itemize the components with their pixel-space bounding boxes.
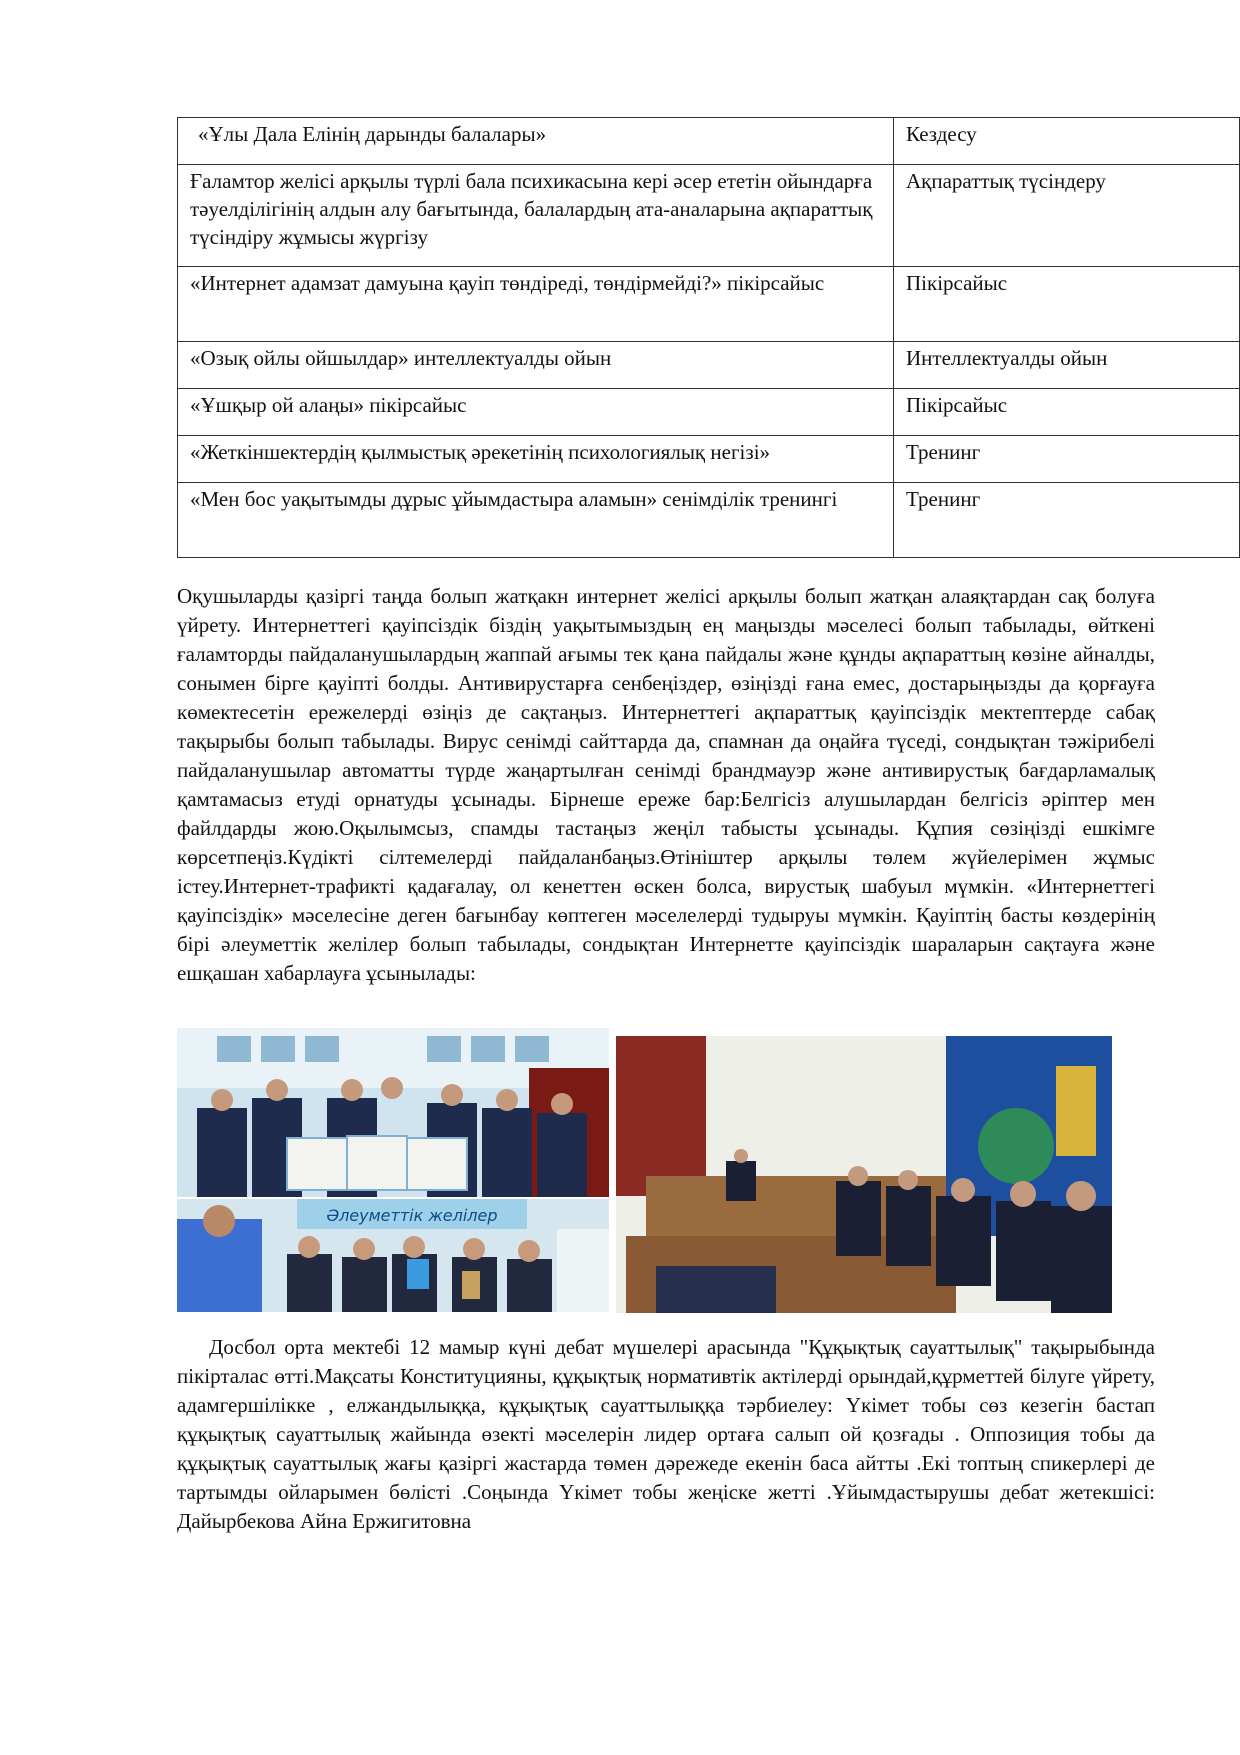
table-row [178, 267, 1240, 342]
event-type-cell: Пікірсайыс [894, 267, 1240, 342]
event-type-cell: Тренинг [894, 483, 1240, 558]
social-networks-banner: Әлеуметтік желілер [326, 1206, 498, 1225]
event-type-cell: Тренинг [894, 436, 1240, 483]
event-type-cell: Пікірсайыс [894, 389, 1240, 436]
event-type-cell: Ақпараттық түсіндеру [894, 165, 1240, 267]
table-row [178, 389, 1240, 436]
event-cell: «Озық ойлы ойшылдар» интеллектуалды ойын [178, 342, 894, 389]
teacher-children-photo [177, 1199, 609, 1312]
event-cell: «Интернет адамзат дамуына қауіп төндіреді, төндірмейді?» пікірсайыс [178, 267, 894, 342]
table-row [178, 165, 1240, 267]
debate-paragraph: Досбол орта мектебі 12 мамыр күні дебат мүшелері арасында "Құқықтық сауаттылық" тақырыбында пікірталас өтті.Мақсаты Конституцияны, құқықтық нормативтік актілерді орындай,құрметтей білуге үйрету, адамгершілікке , елжандылыққа, құқықтық сауаттылыққа тәрбиелеу: Үкімет тобы сөз кезегін бастап құқықтық сауаттылық жайында өзекті мәселерін лидер ортаға салып ой қозғады . Оппозиция тобы да құқықтық сауаттылық жағы қазіргі жастарда төмен дәрежеде екенін баса айтты .Екі топтың спикерлері де тартымды ойларымен бөлісті .Соңында Үкімет тобы жеңіске жетті .Ұйымдастырушы дебат жетекшісі: Дайырбекова Айна Ержигитовна [177, 1335, 1155, 1533]
event-cell: «Ұшқыр ой алаңы» пікірсайыс [178, 389, 894, 436]
table-row [178, 342, 1240, 389]
table-row [178, 118, 1240, 165]
event-type-cell: Интеллектуалды ойын [894, 342, 1240, 389]
event-type-cell: Кездесу [894, 118, 1240, 165]
students-display-photo [177, 1028, 609, 1197]
table-row [178, 436, 1240, 483]
activities-table [177, 117, 1240, 558]
event-cell: Ғаламтор желісі арқылы түрлі бала психикасына кері әсер ететін ойындарға тәуелділігінің алдын алу бағытында, балалардың ата-аналарына ақпараттық түсіндіру жұмысы жүргізу [178, 165, 894, 267]
event-cell: «Ұлы Дала Елінің дарынды балалары» [178, 118, 894, 165]
event-cell: «Жеткіншектердің қылмыстық әрекетінің психологиялық негізі» [178, 436, 894, 483]
event-cell: «Мен бос уақытымды дұрыс ұйымдастыра аламын» сенімділік тренингі [178, 483, 894, 558]
internet-safety-paragraph: Оқушыларды қазіргі таңда болып жатқакн интернет желісі арқылы болып жатқан алаяқтардан сақ болуға үйрету. Интернеттегі қауіпсіздік біздің уақытымыздың ең маңызды мәселесі болып табылады, өйткені ғаламторды пайдаланушылардың жаппай ағымы тек қана пайдалы және құнды ақпараттың көзіне айналды, сонымен бірге қауіпті болды. Антивирустарға сенбеңіздер, өзіңізді ғана емес, достарыңызды да қорғауға көмектесетін ережелерді өзіңіз де сақтаңыз. Интернеттегі ақпараттық қауіпсіздік мектептерде сабақ тақырыбы болып табылады. Вирус сенімді сайттарда да, спамнан да оңайға түседі, сондықтан тәжірибелі пайдаланушылар автоматты түрде жаңартылған сенімді брандмауэр және антивирустық бағдарламалық қамтамасыз етуді орнатуды ұсынады. Бірнеше ереже бар:Белгісіз алушылардан белгісіз әріптер мен файлдарды жою.Оқылымсыз, спамды тастаңыз жеңіл табысты ұсынады. Құпия сөзіңізді ешкімге көрсетпеңіз.Күдікті сілтемелерді пайдаланбаңыз.Өтініштер арқылы төлем жүйелерімен жұмыс істеу.Интернет-трафикті қадағалау, ол кенеттен өскен болса, вирустық шабуыл мүмкін. «Интернеттегі қауіпсіздік» мәселесіне деген бағынбау көптеген мәселелерді тудыруы мүмкін. Қауіптің басты көздерінің бірі әлеуметтік желілер болып табылады, сондықтан Интернетте қауіпсіздік шараларын сақтауға және ешқашан хабарлауға ұсынылады: [177, 584, 1155, 985]
table-row [178, 483, 1240, 558]
debate-hall-photo [616, 1036, 1112, 1313]
